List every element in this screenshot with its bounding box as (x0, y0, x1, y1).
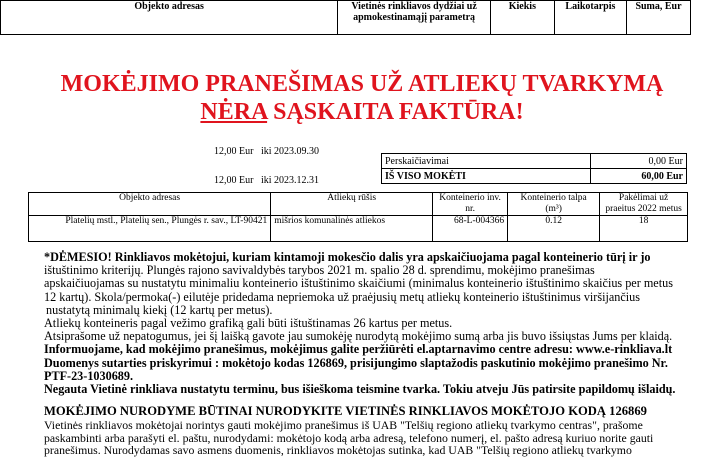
obj-waste-type: mišrios komunalinės atliekos (271, 216, 433, 242)
notice-line-1: MOKĖJIMO PRANEŠIMAS UŽ ATLIEKŲ TVARKYMĄ (60, 71, 664, 97)
notice-text (44, 251, 675, 396)
contract-line: Duomenys sutarties priskyrimui : mokėtojo kodas 126869, prisijungimo slaptažodis paskutinio mokėjimo pranešimo Nr. (44, 355, 668, 370)
text-line: paskambinti arba parašyti el. paštu, nurodydami: mokėtojo kodą arba adresą, telefono numerį, el. pašto adresą kuriuo norite gauti (44, 430, 654, 445)
obj-header-address: Objekto adresas (29, 193, 271, 216)
period-row (214, 175, 319, 187)
obj-pickups: 18 (600, 216, 688, 242)
notice-not: NĖRA (200, 99, 268, 125)
contract-line-2: PTF-23-1030689. (44, 368, 134, 383)
object-table (28, 192, 688, 242)
header-quantity: Kiekis (490, 1, 554, 35)
obj-address: Platelių mstl., Platelių sen., Plungės r. sav., LT-90421 (29, 216, 271, 242)
total-value: 60,00 Eur (591, 169, 687, 184)
recalc-value: 0,00 Eur (591, 154, 687, 169)
recalc-label: Perskaičiavimai (382, 154, 591, 169)
contact-paragraph (44, 419, 653, 457)
charges-table-header (0, 0, 691, 35)
total-label: IŠ VISO MOKĖTI (382, 169, 591, 184)
period-row (214, 146, 319, 158)
notice-line-2 (0, 98, 724, 126)
text-line: Vietinės rinkliavos mokėtojai norintys gauti mokėjimo pranešimus iš UAB "Telšių regiono atliekų tvarkymo centras", prašome (44, 418, 643, 432)
notice-invoice: SĄSKAITA FAKTŪRA! (267, 99, 524, 125)
obj-header-container-no: Konteinerio inv. nr. (433, 193, 508, 216)
obj-container-no: 68-L-004366 (433, 216, 508, 242)
header-fee-rate: Vietinės rinkliavos dydžiai už apmokestinamąjį parametrą (338, 1, 491, 35)
obj-header-waste-type: Atliekų rūšis (271, 193, 433, 216)
period-amount: 12,00 Eur (214, 175, 254, 186)
text-line: Atsiprašome už nepatogumus, jei šį laišką gavote jau sumokėję nurodytą mokėjimo sumą arba jis buvo išsiųstas Jums per klaidą. (44, 329, 673, 344)
text-line: nustatytą minimalų kiekį (12 kartų per metus). (46, 302, 273, 317)
text-line: Atliekų konteineris pagal vežimo grafiką gali būti ištuštinamas 26 kartus per metus. (44, 316, 453, 331)
warning-line: Negauta Vietinė rinkliava nustatytu terminu, bus išieškoma teismine tvarka. Tokiu atveju Jūs patirsite papildomų išlaidų. (44, 382, 676, 397)
summary-table (381, 153, 687, 184)
obj-header-pickups: Pakėlimai už praeitus 2022 metus (600, 193, 688, 216)
info-line: Informuojame, kad mokėjimo pranešimus, mokėjimus galite peržiūrėti el.aptarnavimo centre adresu: www.e-rinkliava.lt (44, 342, 673, 357)
period-until: iki 2023.09.30 (260, 146, 320, 157)
text-line: pranešimus. Nurodydamas savo asmens duomenis, rinkliavos mokėtojas sutinka, kad UAB "Telšių regiono atliekų tvarkymo (44, 443, 632, 457)
attention-line: *DĖMESIO! Rinkliavos mokėtojui, kuriam kintamoji mokesčio dalis yra apskaičiuojama pagal konteinerio tūrį ir jo (44, 250, 651, 264)
text-line: ištuštinimo kriterijų. Plungės rajono savivaldybės tarybos 2021 m. spalio 28 d. sprendimu, mokėjimo pranešimas (44, 263, 595, 278)
text-line: 12 kartų). Skola/permoka(-) eilutėje pridedama nepriemoka už praėjusių metų atliekų konteinerio ištuštinimus viršijančius (44, 289, 641, 304)
period-amount: 12,00 Eur (214, 146, 254, 157)
header-object-address: Objekto adresas (1, 1, 338, 35)
obj-header-capacity: Konteinerio talpa (m³) (508, 193, 600, 216)
header-sum: Suma, Eur (627, 1, 691, 35)
period-until: iki 2023.12.31 (260, 175, 320, 186)
text-line: apskaičiuojamas su nustatytu minimaliu konteinerio ištuštinimo skaičiumi (minimalus konteinerio ištuštinimo skaičius per metus (44, 276, 673, 291)
header-period: Laikotarpis (554, 1, 626, 35)
payer-code-heading: MOKĖJIMO NURODYME BŪTINAI NURODYKITE VIETINĖS RINKLIAVOS MOKĖTOJO KODĄ 126869 (44, 404, 647, 418)
obj-capacity: 0.12 (508, 216, 600, 242)
